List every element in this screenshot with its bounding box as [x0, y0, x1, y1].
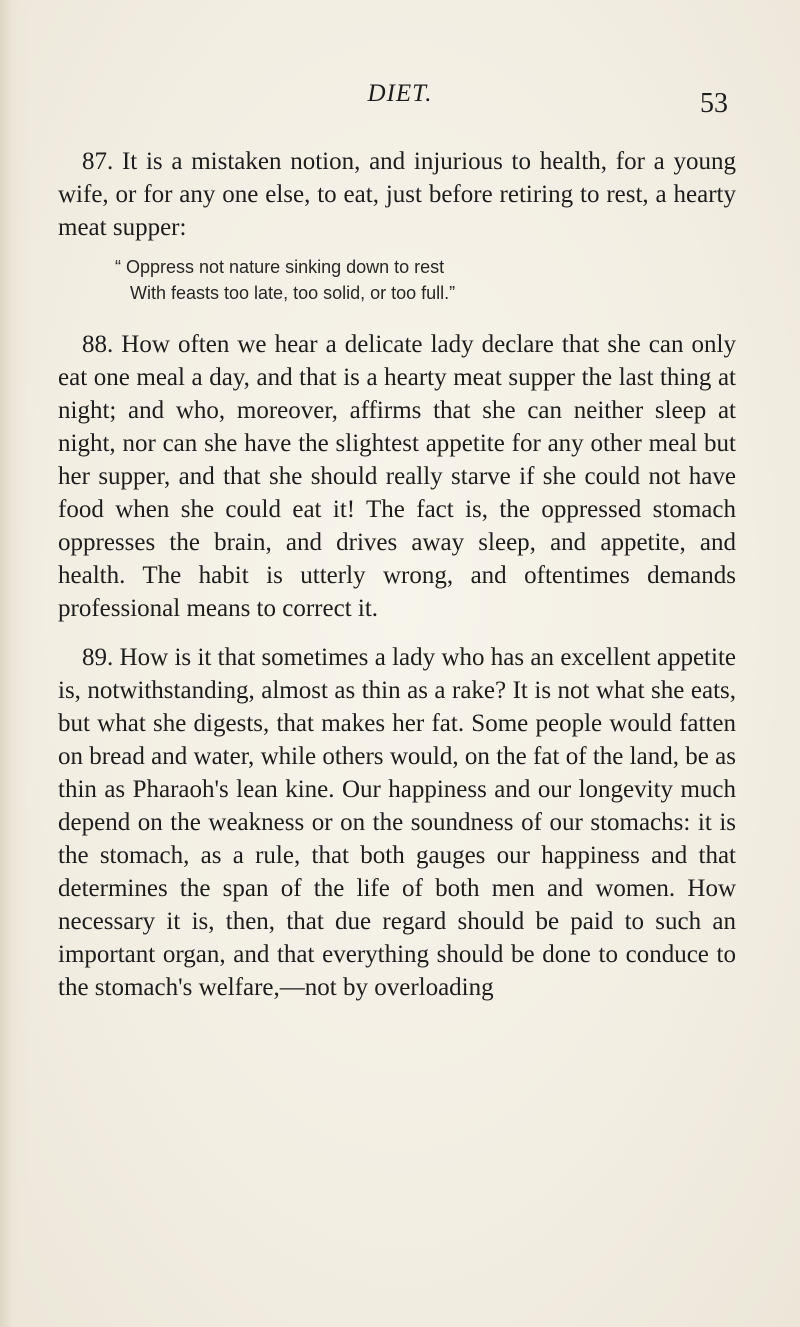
- page-number: 53: [700, 88, 728, 119]
- paragraph-87: 87. It is a mistaken notion, and injurious to health, for a young wife, or for any one else, to eat, just before retiring to rest, a hearty meat supper:: [58, 148, 736, 241]
- paragraph-88: 88. How often we hear a delicate lady declare that she can only eat one meal a day, and that is a hearty meat supper the last thing at night; and who, moreover, affirms that she can neither sleep at night, nor can she have the slightest appetite for any other meal but her supper, and that she should really starve if she could not have food when she could eat it! The fact is, the oppressed stomach oppresses the brain, and drives away sleep, and appetite, and health. The habit is utterly wrong, and oftentimes demands professional means to correct it.: [58, 331, 736, 622]
- running-title: DIET.: [367, 80, 433, 107]
- body-text: [58, 145, 736, 1004]
- verse-line-2: With feasts too late, too solid, or too full.”: [130, 283, 456, 303]
- verse-quotation: [58, 254, 736, 306]
- page-gutter-shadow: [0, 0, 30, 1327]
- running-head: [0, 80, 800, 124]
- verse-line-1: “ Oppress not nature sinking down to rest: [115, 257, 445, 277]
- paragraph-89: 89. How is it that sometimes a lady who has an excellent appetite is, notwithstanding, almost as thin as a rake? It is not what she eats, but what she digests, that makes her fat. Some people would fatten on bread and water, while others would, on the fat of the land, be as thin as Pharaoh's lean kine. Our happiness and our longevity much depend on the weakness or on the soundness of our stomachs: it is the stomach, as a rule, that both gauges our happiness and that determines the span of the life of both men and women. How necessary it is, then, that due regard should be paid to such an important organ, and that everything should be done to conduce to the stomach's welfare,—not by overloading: [58, 644, 736, 1001]
